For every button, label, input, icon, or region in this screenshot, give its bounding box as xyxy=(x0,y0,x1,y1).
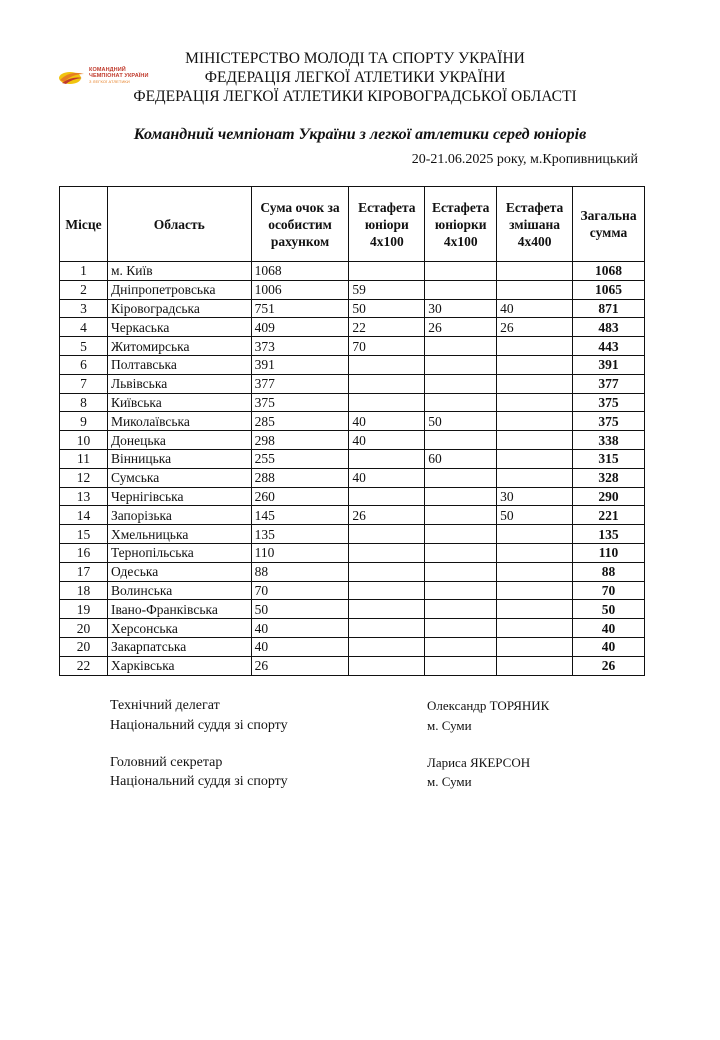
row-relay-women xyxy=(425,543,497,562)
row-points: 285 xyxy=(251,412,349,431)
row-total: 338 xyxy=(573,431,645,450)
row-relay-mixed xyxy=(497,374,573,393)
row-region: Тернопільська xyxy=(107,543,251,562)
row-relay-women xyxy=(425,525,497,544)
row-relay-women: 30 xyxy=(425,299,497,318)
row-relay-mixed xyxy=(497,355,573,374)
row-total: 70 xyxy=(573,581,645,600)
row-relay-women: 60 xyxy=(425,449,497,468)
row-region: м. Київ xyxy=(107,262,251,281)
row-relay-mixed xyxy=(497,412,573,431)
row-total: 871 xyxy=(573,299,645,318)
table-row xyxy=(60,431,645,450)
row-total: 1065 xyxy=(573,280,645,299)
header-place: Місце xyxy=(60,187,108,262)
row-total: 391 xyxy=(573,355,645,374)
row-points: 375 xyxy=(251,393,349,412)
table-row xyxy=(60,468,645,487)
tech-delegate-city: м. Суми xyxy=(427,718,472,733)
row-points: 110 xyxy=(251,543,349,562)
row-points: 751 xyxy=(251,299,349,318)
row-region: Львівська xyxy=(107,374,251,393)
row-region: Миколаївська xyxy=(107,412,251,431)
row-relay-women xyxy=(425,337,497,356)
table-row xyxy=(60,412,645,431)
row-total: 377 xyxy=(573,374,645,393)
row-region: Івано-Франківська xyxy=(107,600,251,619)
row-relay-women: 26 xyxy=(425,318,497,337)
table-row xyxy=(60,506,645,525)
row-relay-men xyxy=(349,619,425,638)
row-place: 15 xyxy=(60,525,108,544)
row-points: 409 xyxy=(251,318,349,337)
row-region: Сумська xyxy=(107,468,251,487)
header-regional-federation: ФЕДЕРАЦІЯ ЛЕГКОЇ АТЛЕТИКИ КІРОВОГРАДСЬКОЇ ОБЛАСТІ xyxy=(133,88,577,105)
row-points: 70 xyxy=(251,581,349,600)
row-relay-mixed xyxy=(497,280,573,299)
row-points: 377 xyxy=(251,374,349,393)
secretary-city: м. Суми xyxy=(427,774,472,789)
row-relay-men: 59 xyxy=(349,280,425,299)
row-relay-women xyxy=(425,393,497,412)
table-row xyxy=(60,562,645,581)
row-relay-men xyxy=(349,393,425,412)
row-region: Запорізька xyxy=(107,506,251,525)
row-total: 26 xyxy=(573,656,645,675)
row-place: 5 xyxy=(60,337,108,356)
row-region: Хмельницька xyxy=(107,525,251,544)
table-row xyxy=(60,393,645,412)
row-relay-mixed xyxy=(497,656,573,675)
row-place: 20 xyxy=(60,619,108,638)
header-points: Сума очок за особистим рахунком xyxy=(251,187,349,262)
row-relay-men: 22 xyxy=(349,318,425,337)
row-total: 40 xyxy=(573,619,645,638)
row-relay-mixed xyxy=(497,637,573,656)
row-points: 50 xyxy=(251,600,349,619)
row-relay-men xyxy=(349,543,425,562)
row-place: 4 xyxy=(60,318,108,337)
row-relay-women xyxy=(425,280,497,299)
row-relay-women xyxy=(425,562,497,581)
row-points: 26 xyxy=(251,656,349,675)
row-total: 375 xyxy=(573,412,645,431)
row-relay-mixed xyxy=(497,449,573,468)
row-relay-men xyxy=(349,562,425,581)
table-row xyxy=(60,581,645,600)
header-ministry: МІНІСТЕРСТВО МОЛОДІ ТА СПОРТУ УКРАЇНИ xyxy=(185,50,525,67)
row-points: 288 xyxy=(251,468,349,487)
row-relay-men: 40 xyxy=(349,431,425,450)
row-points: 145 xyxy=(251,506,349,525)
row-relay-men xyxy=(349,525,425,544)
row-relay-mixed xyxy=(497,525,573,544)
row-relay-men: 40 xyxy=(349,468,425,487)
header-total: Загальна сумма xyxy=(573,187,645,262)
row-place: 11 xyxy=(60,449,108,468)
row-total: 88 xyxy=(573,562,645,581)
row-relay-women: 50 xyxy=(425,412,497,431)
row-points: 1006 xyxy=(251,280,349,299)
row-region: Полтавська xyxy=(107,355,251,374)
table-row xyxy=(60,656,645,675)
row-relay-men xyxy=(349,581,425,600)
table-row xyxy=(60,525,645,544)
row-relay-men: 40 xyxy=(349,412,425,431)
row-total: 328 xyxy=(573,468,645,487)
header-federation: ФЕДЕРАЦІЯ ЛЕГКОЇ АТЛЕТИКИ УКРАЇНИ xyxy=(204,69,506,86)
row-total: 443 xyxy=(573,337,645,356)
header-relay-men: Естафета юніори 4х100 xyxy=(349,187,425,262)
row-total: 50 xyxy=(573,600,645,619)
row-relay-mixed xyxy=(497,262,573,281)
runner-swoosh-icon xyxy=(58,68,86,86)
row-region: Закарпатська xyxy=(107,637,251,656)
table-row xyxy=(60,355,645,374)
secretary-role: Головний секретар xyxy=(110,755,223,770)
row-relay-mixed xyxy=(497,562,573,581)
row-relay-men xyxy=(349,374,425,393)
row-region: Кіровоградська xyxy=(107,299,251,318)
row-place: 3 xyxy=(60,299,108,318)
row-place: 19 xyxy=(60,600,108,619)
row-region: Херсонська xyxy=(107,619,251,638)
row-relay-women xyxy=(425,487,497,506)
row-total: 483 xyxy=(573,318,645,337)
row-relay-women xyxy=(425,431,497,450)
row-relay-women xyxy=(425,355,497,374)
row-relay-mixed xyxy=(497,600,573,619)
table-row xyxy=(60,600,645,619)
row-relay-men: 26 xyxy=(349,506,425,525)
row-region: Волинська xyxy=(107,581,251,600)
row-region: Житомирська xyxy=(107,337,251,356)
row-relay-men xyxy=(349,355,425,374)
row-place: 2 xyxy=(60,280,108,299)
row-relay-men xyxy=(349,656,425,675)
row-region: Вінницька xyxy=(107,449,251,468)
results-table xyxy=(59,186,645,676)
row-region: Одеська xyxy=(107,562,251,581)
document-title: Командний чемпіонат України з легкої атлетики серед юніорів xyxy=(133,126,587,143)
event-date-location: 20-21.06.2025 року, м.Кропивницький xyxy=(411,152,638,167)
row-region: Київська xyxy=(107,393,251,412)
row-points: 260 xyxy=(251,487,349,506)
row-relay-men xyxy=(349,487,425,506)
row-region: Чернігівська xyxy=(107,487,251,506)
logo-line-2: ЧЕМПІОНАТ УКРАЇНИ xyxy=(89,73,149,79)
secretary-name: Лариса ЯКЕРСОН xyxy=(427,755,531,770)
tech-delegate-role: Технічний делегат xyxy=(110,698,220,713)
row-total: 315 xyxy=(573,449,645,468)
row-points: 373 xyxy=(251,337,349,356)
row-place: 20 xyxy=(60,637,108,656)
row-relay-men: 70 xyxy=(349,337,425,356)
table-row xyxy=(60,337,645,356)
row-relay-mixed: 26 xyxy=(497,318,573,337)
row-relay-mixed xyxy=(497,468,573,487)
row-place: 12 xyxy=(60,468,108,487)
row-points: 40 xyxy=(251,637,349,656)
row-place: 14 xyxy=(60,506,108,525)
table-row xyxy=(60,262,645,281)
row-relay-mixed xyxy=(497,543,573,562)
row-total: 290 xyxy=(573,487,645,506)
row-relay-women xyxy=(425,262,497,281)
tech-delegate-name: Олександр ТОРЯНИК xyxy=(427,698,550,713)
row-relay-men xyxy=(349,600,425,619)
row-total: 40 xyxy=(573,637,645,656)
row-place: 13 xyxy=(60,487,108,506)
row-relay-women xyxy=(425,374,497,393)
row-region: Дніпропетровська xyxy=(107,280,251,299)
row-place: 8 xyxy=(60,393,108,412)
table-header-row xyxy=(60,187,645,262)
row-relay-women xyxy=(425,600,497,619)
results-body xyxy=(60,262,645,676)
row-region: Черкаська xyxy=(107,318,251,337)
row-relay-men xyxy=(349,637,425,656)
row-points: 1068 xyxy=(251,262,349,281)
row-relay-mixed xyxy=(497,393,573,412)
row-place: 10 xyxy=(60,431,108,450)
row-relay-mixed xyxy=(497,431,573,450)
row-relay-mixed xyxy=(497,619,573,638)
row-place: 16 xyxy=(60,543,108,562)
row-place: 22 xyxy=(60,656,108,675)
row-points: 255 xyxy=(251,449,349,468)
row-relay-women xyxy=(425,468,497,487)
row-total: 221 xyxy=(573,506,645,525)
row-relay-men: 50 xyxy=(349,299,425,318)
table-row xyxy=(60,543,645,562)
row-points: 40 xyxy=(251,619,349,638)
table-row xyxy=(60,449,645,468)
row-relay-women xyxy=(425,619,497,638)
row-place: 9 xyxy=(60,412,108,431)
row-region: Донецька xyxy=(107,431,251,450)
row-relay-mixed: 30 xyxy=(497,487,573,506)
header-region: Область xyxy=(107,187,251,262)
row-points: 298 xyxy=(251,431,349,450)
secretary-title: Національний суддя зі спорту xyxy=(110,774,288,789)
row-place: 6 xyxy=(60,355,108,374)
row-relay-mixed xyxy=(497,581,573,600)
row-relay-women xyxy=(425,506,497,525)
row-relay-men xyxy=(349,262,425,281)
row-place: 1 xyxy=(60,262,108,281)
row-relay-mixed: 50 xyxy=(497,506,573,525)
logo-line-3: З ЛЕГКОЇ АТЛЕТИКИ xyxy=(89,79,130,84)
row-place: 18 xyxy=(60,581,108,600)
row-total: 1068 xyxy=(573,262,645,281)
row-relay-men xyxy=(349,449,425,468)
row-relay-mixed: 40 xyxy=(497,299,573,318)
row-relay-mixed xyxy=(497,337,573,356)
table-row xyxy=(60,374,645,393)
row-total: 135 xyxy=(573,525,645,544)
logo-line-1: КОМАНДНИЙ xyxy=(89,67,126,73)
header-relay-mixed: Естафета змішана 4х400 xyxy=(497,187,573,262)
table-row xyxy=(60,487,645,506)
row-points: 135 xyxy=(251,525,349,544)
row-points: 88 xyxy=(251,562,349,581)
table-row xyxy=(60,318,645,337)
row-place: 17 xyxy=(60,562,108,581)
row-relay-women xyxy=(425,637,497,656)
row-place: 7 xyxy=(60,374,108,393)
table-row xyxy=(60,299,645,318)
table-row xyxy=(60,637,645,656)
row-total: 375 xyxy=(573,393,645,412)
table-row xyxy=(60,619,645,638)
tech-delegate-title: Національний суддя зі спорту xyxy=(110,718,288,733)
row-points: 391 xyxy=(251,355,349,374)
row-relay-women xyxy=(425,581,497,600)
row-total: 110 xyxy=(573,543,645,562)
table-row xyxy=(60,280,645,299)
row-relay-women xyxy=(425,656,497,675)
document-header xyxy=(120,49,590,106)
header-relay-women: Естафета юніорки 4х100 xyxy=(425,187,497,262)
row-region: Харківська xyxy=(107,656,251,675)
